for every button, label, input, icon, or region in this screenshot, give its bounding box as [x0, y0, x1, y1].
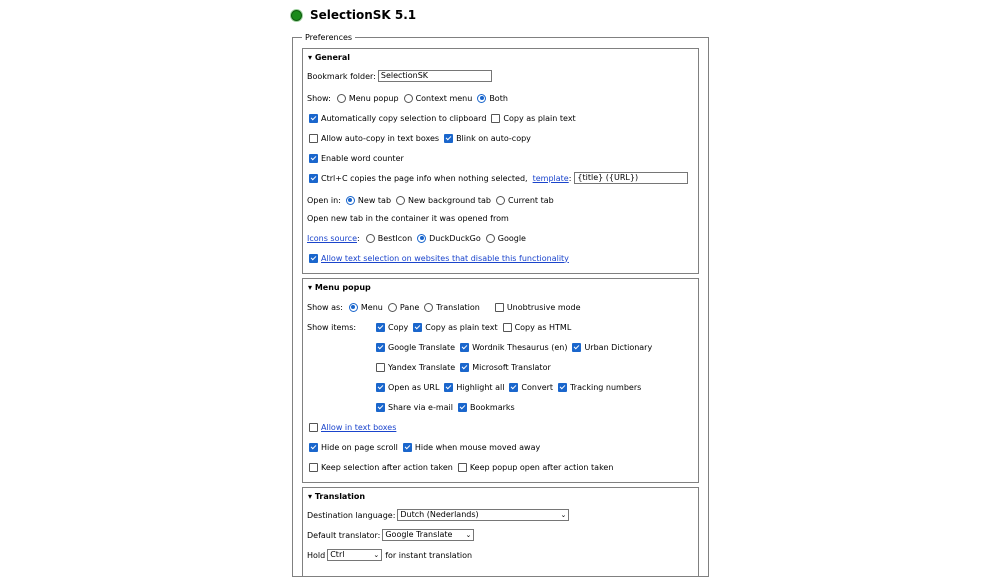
item-copy-checkbox[interactable]: Copy: [376, 323, 408, 332]
destination-language-label: Destination language:: [307, 510, 396, 520]
icons-duckduckgo-radio[interactable]: DuckDuckGo: [417, 234, 481, 243]
open-in-label: Open in:: [307, 195, 341, 205]
item-bookmarks-checkbox[interactable]: Bookmarks: [458, 403, 515, 412]
destination-language-row: [307, 509, 569, 521]
translation-section-title[interactable]: ▾ Translation: [308, 492, 366, 501]
icons-google-radio[interactable]: Google: [486, 234, 526, 243]
hide-mouse-checkbox[interactable]: Hide when mouse moved away: [403, 443, 540, 452]
word-counter-row: [309, 152, 409, 164]
word-counter-checkbox[interactable]: Enable word counter: [309, 154, 404, 163]
item-share-email-checkbox[interactable]: Share via e-mail: [376, 403, 453, 412]
allow-text-boxes-row: [309, 421, 396, 433]
default-translator-select[interactable]: Google Translate ⌄: [382, 529, 474, 541]
icons-besticon-radio[interactable]: BestIcon: [366, 234, 412, 243]
status-indicator-icon: [291, 10, 302, 21]
item-copy-html-checkbox[interactable]: Copy as HTML: [503, 323, 572, 332]
bookmark-folder-label: Bookmark folder:: [307, 71, 376, 81]
template-input[interactable]: {title} ({URL}): [574, 172, 688, 184]
allow-selection-link[interactable]: Allow text selection on websites that disable this functionality: [321, 253, 569, 263]
keep-row: [309, 461, 618, 473]
show-as-row: [307, 301, 586, 313]
item-tracking-checkbox[interactable]: Tracking numbers: [558, 383, 641, 392]
show-as-translation-radio[interactable]: Translation: [424, 303, 480, 312]
app-title: SelectionSK 5.1: [310, 8, 417, 22]
open-background-tab-radio[interactable]: New background tab: [396, 196, 491, 205]
item-urban-checkbox[interactable]: Urban Dictionary: [572, 343, 652, 352]
items-row-2: [376, 341, 657, 353]
open-container-text: Open new tab in the container it was opened from: [307, 213, 509, 223]
items-row-5: [376, 401, 520, 413]
item-highlight-checkbox[interactable]: Highlight all: [444, 383, 504, 392]
show-row: [307, 92, 513, 104]
hold-label: Hold: [307, 550, 326, 560]
copy-plain-text-checkbox[interactable]: Copy as plain text: [491, 114, 575, 123]
chevron-down-icon: ⌄: [560, 511, 567, 519]
item-copy-plain-checkbox[interactable]: Copy as plain text: [413, 323, 497, 332]
preferences-legend: Preferences: [302, 33, 355, 42]
default-translator-label: Default translator:: [307, 530, 381, 540]
auto-copy-checkbox[interactable]: Automatically copy selection to clipboard: [309, 114, 486, 123]
show-as-label: Show as:: [307, 302, 343, 312]
allow-text-boxes-link[interactable]: Allow in text boxes: [321, 422, 397, 432]
items-row-3: [376, 361, 556, 373]
keep-popup-checkbox[interactable]: Keep popup open after action taken: [458, 463, 614, 472]
template-link[interactable]: template: [532, 173, 569, 183]
items-row-4: [376, 381, 646, 393]
allow-selection-checkbox[interactable]: [309, 254, 318, 263]
show-as-pane-radio[interactable]: Pane: [388, 303, 419, 312]
allow-selection-row: [309, 252, 569, 264]
unobtrusive-checkbox[interactable]: Unobtrusive mode: [495, 303, 581, 312]
app-header: [291, 6, 416, 24]
bookmark-folder-input[interactable]: SelectionSK: [378, 70, 492, 82]
hold-row: [307, 549, 472, 561]
blink-checkbox[interactable]: Blink on auto-copy: [444, 134, 531, 143]
allow-autocopy-checkbox[interactable]: Allow auto-copy in text boxes: [309, 134, 439, 143]
hide-row: [309, 441, 545, 453]
ctrlc-row: Ctrl+C copies the page info when nothing selected, template : {title} ({URL}): [309, 172, 688, 184]
chevron-down-icon: ⌄: [465, 531, 472, 539]
hold-key-select[interactable]: Ctrl ⌄: [327, 549, 382, 561]
show-both-radio[interactable]: Both: [477, 94, 508, 103]
open-in-row: [307, 194, 559, 206]
show-menu-popup-radio[interactable]: Menu popup: [337, 94, 399, 103]
general-section-title[interactable]: ▾ General: [308, 53, 351, 62]
bookmark-folder-row: [307, 70, 492, 82]
menu-popup-section-title[interactable]: ▾ Menu popup: [308, 283, 371, 292]
item-open-url-checkbox[interactable]: Open as URL: [376, 383, 439, 392]
chevron-down-icon: ⌄: [373, 551, 380, 559]
item-yandex-checkbox[interactable]: Yandex Translate: [376, 363, 455, 372]
hide-scroll-checkbox[interactable]: Hide on page scroll: [309, 443, 398, 452]
open-new-tab-radio[interactable]: New tab: [346, 196, 391, 205]
show-as-menu-radio[interactable]: Menu: [349, 303, 383, 312]
allow-autocopy-row: [309, 132, 536, 144]
item-wordnik-checkbox[interactable]: Wordnik Thesaurus (en): [460, 343, 567, 352]
ctrlc-checkbox[interactable]: Ctrl+C copies the page info when nothing selected,: [309, 174, 528, 183]
icons-source-row: Icons source : BestIcon DuckDuckGo Google: [307, 233, 526, 243]
hold-suffix-label: for instant translation: [385, 550, 473, 560]
item-microsoft-checkbox[interactable]: Microsoft Translator: [460, 363, 551, 372]
show-items-label: Show items:: [307, 322, 357, 332]
item-convert-checkbox[interactable]: Convert: [509, 383, 553, 392]
item-google-translate-checkbox[interactable]: Google Translate: [376, 343, 455, 352]
open-current-tab-radio[interactable]: Current tab: [496, 196, 554, 205]
items-row-1: [376, 321, 576, 333]
auto-copy-row: [309, 112, 581, 124]
default-translator-row: [307, 529, 474, 541]
destination-language-select[interactable]: Dutch (Nederlands) ⌄: [397, 509, 569, 521]
allow-text-boxes-checkbox[interactable]: [309, 423, 318, 432]
show-label: Show:: [307, 93, 331, 103]
icons-source-link[interactable]: Icons source: [307, 233, 357, 243]
show-context-menu-radio[interactable]: Context menu: [404, 94, 473, 103]
keep-selection-checkbox[interactable]: Keep selection after action taken: [309, 463, 453, 472]
